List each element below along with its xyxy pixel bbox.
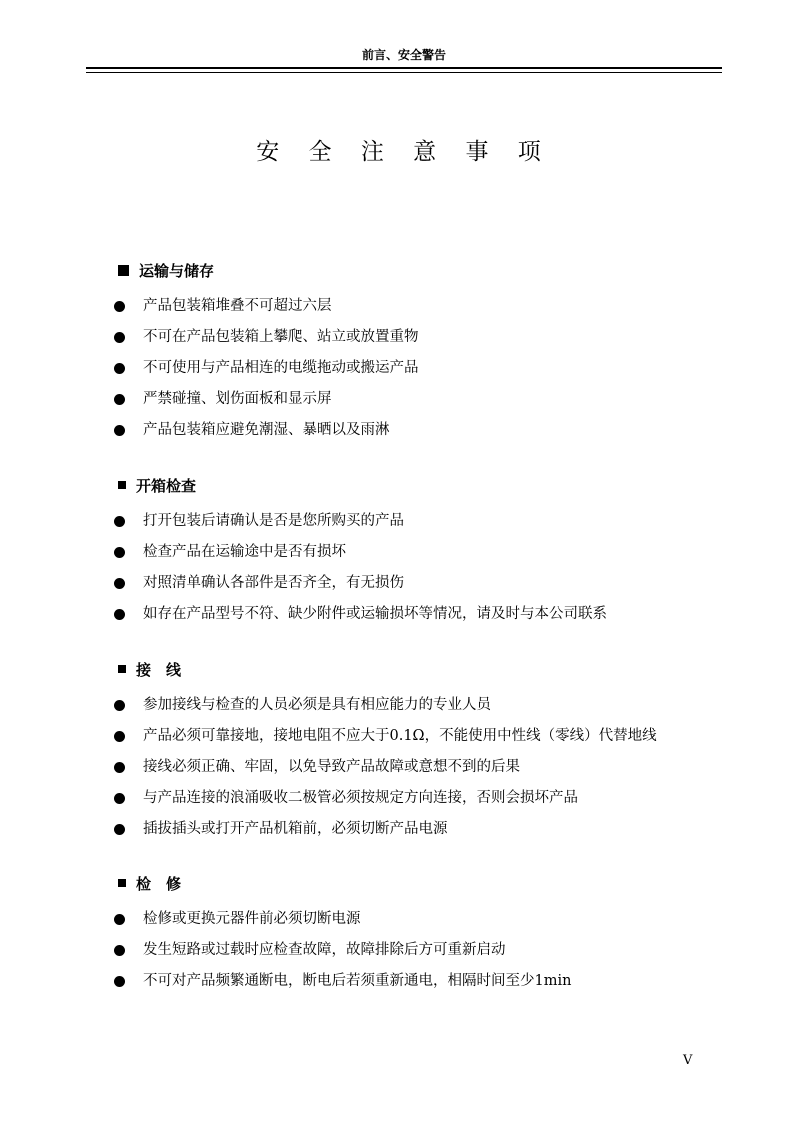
- list-item: 产品必须可靠接地，接地电阻不应大于0.1Ω，不能使用中性线（零线）代替地线: [118, 721, 181, 752]
- list-item: 不可在产品包装箱上攀爬、站立或放置重物: [118, 322, 214, 353]
- document-title: 安 全 注 意 事 项: [256, 139, 552, 165]
- round-bullet-icon: [114, 547, 125, 558]
- list-item: 参加接线与检查的人员必须是具有相应能力的专业人员: [118, 690, 181, 721]
- header-rule-thin: [86, 72, 722, 73]
- list-item: 产品包装箱应避免潮湿、暴晒以及雨淋: [118, 415, 214, 446]
- section-heading-label: 运输与储存: [139, 261, 215, 280]
- item-list: [118, 506, 607, 630]
- round-bullet-icon: [114, 394, 125, 405]
- round-bullet-icon: [114, 914, 125, 925]
- square-bullet-icon: [118, 665, 126, 673]
- section-heading: [118, 872, 181, 894]
- list-item: 打开包装后请确认是否是您所购买的产品: [118, 506, 196, 537]
- section-heading: [118, 259, 214, 281]
- list-item: 产品包装箱堆叠不可超过六层: [118, 291, 214, 322]
- round-bullet-icon: [114, 609, 125, 620]
- section-heading: [118, 658, 181, 680]
- list-item: 如存在产品型号不符、缺少附件或运输损坏等情况，请及时与本公司联系: [118, 599, 196, 630]
- list-item: 不可使用与产品相连的电缆拖动或搬运产品: [118, 353, 214, 384]
- round-bullet-icon: [114, 578, 125, 589]
- section-heading-label: 接 线: [136, 660, 182, 679]
- section-transport-storage: [118, 259, 419, 446]
- item-list: [118, 690, 657, 845]
- round-bullet-icon: [114, 301, 125, 312]
- section-heading-label: 检 修: [136, 874, 182, 893]
- section-maintenance: [118, 872, 572, 997]
- item-list: [118, 291, 419, 446]
- round-bullet-icon: [114, 425, 125, 436]
- list-item: 插拔插头或打开产品机箱前，必须切断产品电源: [118, 814, 181, 845]
- round-bullet-icon: [114, 824, 125, 835]
- section-wiring: [118, 658, 657, 845]
- list-item: 与产品连接的浪涌吸收二极管必须按规定方向连接，否则会损坏产品: [118, 783, 181, 814]
- list-item: 不可对产品频繁通断电，断电后若须重新通电，相隔时间至少1min: [118, 966, 181, 997]
- round-bullet-icon: [114, 363, 125, 374]
- section-heading: [118, 474, 196, 496]
- square-bullet-icon: [118, 481, 126, 489]
- round-bullet-icon: [114, 700, 125, 711]
- round-bullet-icon: [114, 976, 125, 987]
- round-bullet-icon: [114, 793, 125, 804]
- list-item: 发生短路或过载时应检查故障，故障排除后方可重新启动: [118, 935, 181, 966]
- item-list: [118, 904, 572, 997]
- list-item: 严禁碰撞、划伤面板和显示屏: [118, 384, 214, 415]
- header-rule-thick: [86, 67, 722, 69]
- square-bullet-icon: [118, 265, 129, 276]
- page-number: V: [683, 1053, 693, 1068]
- page-header-title: 前言、安全警告: [361, 48, 446, 62]
- round-bullet-icon: [114, 332, 125, 343]
- section-heading-label: 开箱检查: [136, 476, 197, 495]
- round-bullet-icon: [114, 945, 125, 956]
- list-item: 对照清单确认各部件是否齐全，有无损伤: [118, 568, 196, 599]
- list-item: 检修或更换元器件前必须切断电源: [118, 904, 181, 935]
- round-bullet-icon: [114, 762, 125, 773]
- section-unpacking-inspection: [118, 474, 607, 630]
- round-bullet-icon: [114, 731, 125, 742]
- list-item: 接线必须正确、牢固，以免导致产品故障或意想不到的后果: [118, 752, 181, 783]
- round-bullet-icon: [114, 516, 125, 527]
- list-item: 检查产品在运输途中是否有损坏: [118, 537, 196, 568]
- square-bullet-icon: [118, 879, 126, 887]
